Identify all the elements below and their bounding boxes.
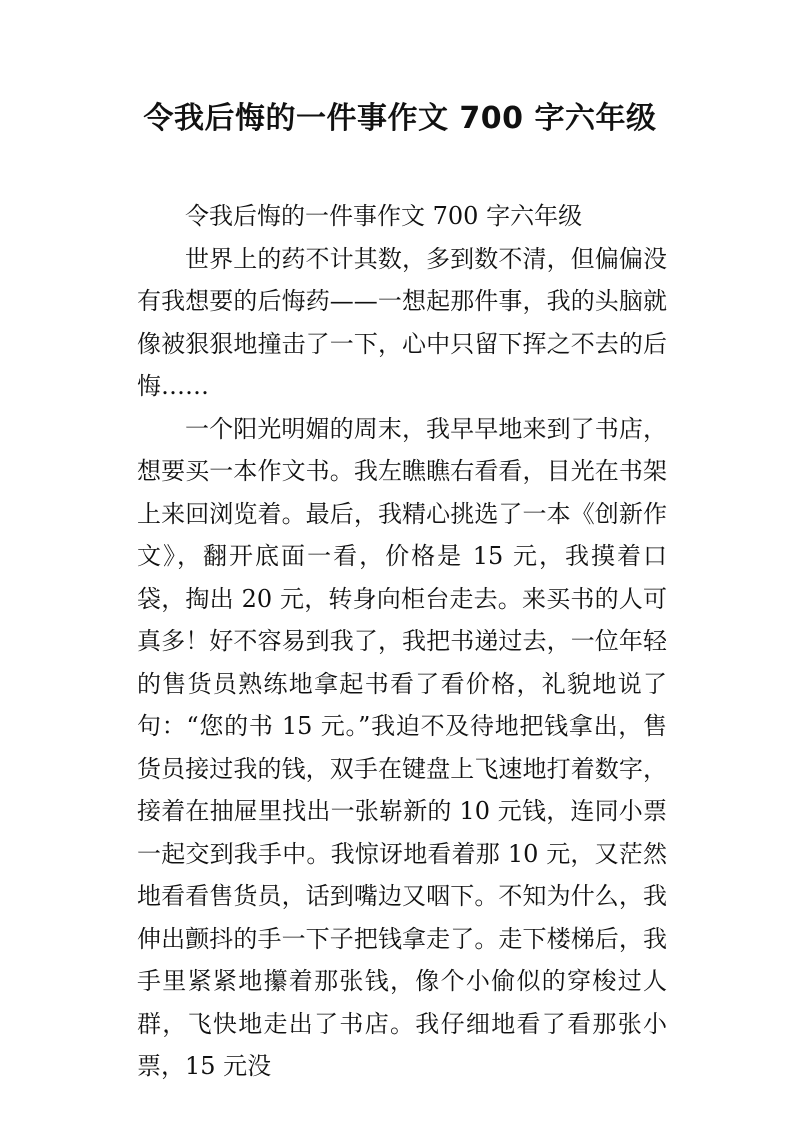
paragraph-intro: 世界上的药不计其数，多到数不清，但偏偏没有我想要的后悔药——一想起那件事，我的头脑就像被狠狠地撞击了一下，心中只留下挥之不去的后悔…… <box>137 244 667 400</box>
paragraph-subtitle: 令我后悔的一件事作文 700 字六年级 <box>185 202 583 230</box>
document-title: 令我后悔的一件事作文 700 字六年级 <box>143 101 657 136</box>
document-body <box>137 195 667 1088</box>
paragraph-story: 一个阳光明媚的周末，我早早地来到了书店，想要买一本作文书。我左瞧瞧右看看，目光在书架上来回浏览着。最后，我精心挑选了一本《创新作文》，翻开底面一看，价格是 15 元，我摸着口袋，掏出 20 元，转身向柜台走去。来买书的人可真多！好不容易到我了，我把书递过去，一位年轻的售货员熟练地拿起书看了看价格，礼貌地说了句：“您的书 15 元。”我迫不及待地把钱拿出，售货员接过我的钱，双手在键盘上飞速地打着数字，接着在抽屉里找出一张崭新的 10 元钱，连同小票一起交到我手中。我惊讶地看着那 10 元，又茫然地看看售货员，话到嘴边又咽下。不知为什么，我伸出颤抖的手一下子把钱拿走了。走下楼梯后，我手里紧紧地攥着那张钱，像个小偷似的穿梭过人群，飞快地走出了书店。我仔细地看了看那张小票，15 元没 <box>137 414 667 1080</box>
